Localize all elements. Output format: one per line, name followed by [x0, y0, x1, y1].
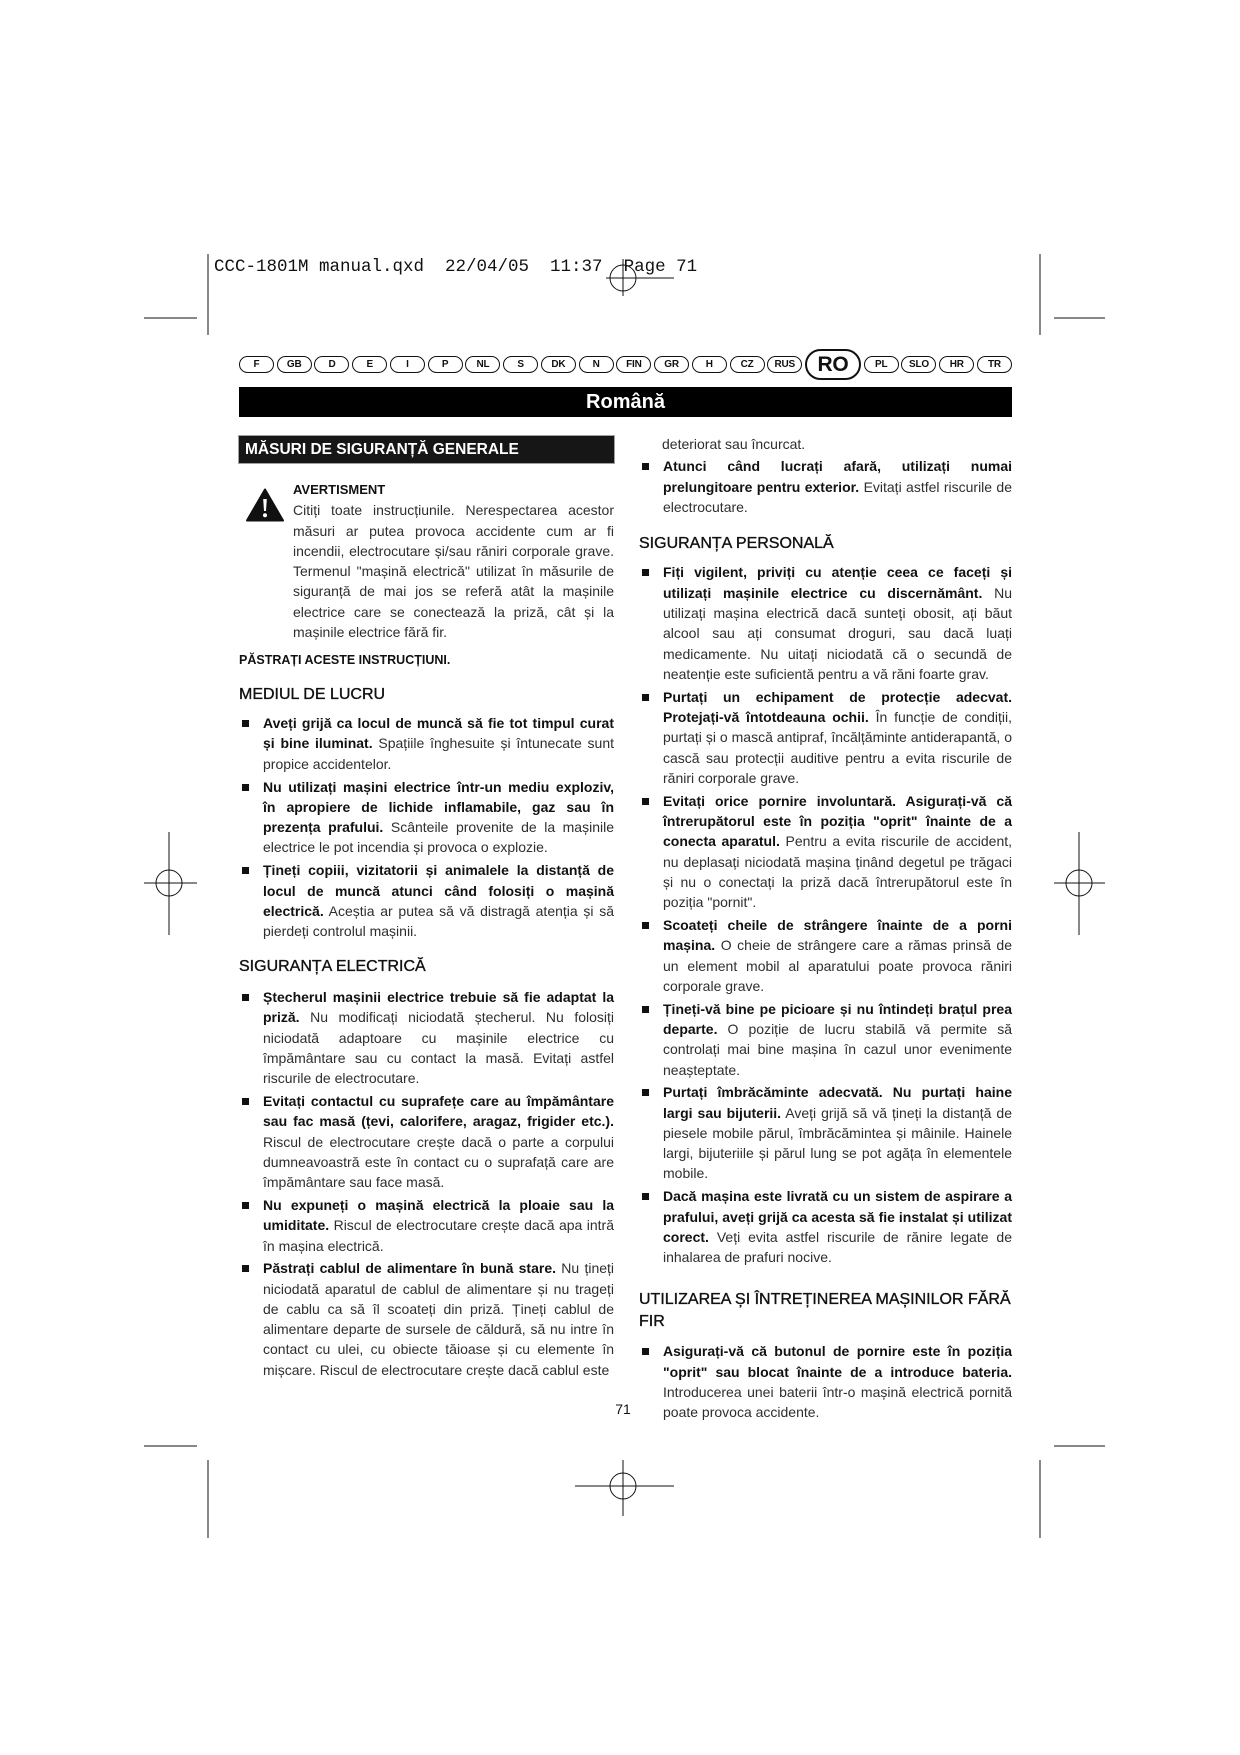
bullet-lead: Nu utilizați mașini electrice într-un mediu exploziv, în apropiere de lichide inflamabile, gaz sau în prezența prafului. [263, 778, 614, 836]
list-item [639, 999, 1012, 1080]
bullet-lead: Asigurați-vă că butonul de pornire este în poziția "oprit" sau blocat înainte de a introduce bateria. [663, 1343, 1012, 1380]
lang-pill-p: P [428, 356, 463, 373]
list-item [239, 713, 614, 774]
bullet-text: Aceștia ar putea să vă distragă atenția și să pierdeți controlul mașinii. [263, 902, 614, 940]
bullet-lead: Țineți copiii, vizitatorii și animalele la distanță de locul de muncă atunci când folosiți o mașină electrică. [263, 862, 614, 919]
bullet-lead: Scoateți cheile de strângere înainte de a porni mașina. [663, 916, 1012, 954]
lang-pill-i: I [390, 356, 425, 373]
bullet-lead: Evitați contactul cu suprafețe care au împământare sau fac masă (țevi, calorifere, aragaz, frigider etc.). [263, 1092, 614, 1130]
bullet-lead: Fiți vigilent, priviți cu atenție ceea ce faceți și utilizați mașinile electrice cu discernământ. [663, 564, 1012, 601]
list-item [239, 1258, 614, 1380]
bullet-text: O poziție de lucru stabilă vă permite să controlați mai bine mașina în cazul unor evenimente neașteptate. [663, 1020, 1013, 1078]
bullet-text: Scânteile provenite de la mașinile electrice le pot incendia și provoca o explozie. [263, 819, 614, 856]
bullet-text: Riscul de electrocutare crește dacă o parte a corpului dumneavoastră este în contact cu o suprafață care are împământare sau face masă. [263, 1133, 614, 1191]
bullet-lead: Păstrați cablul de alimentare în bună stare. [263, 1260, 557, 1277]
cordless-tools-list [639, 1341, 1012, 1422]
bullet-lead: Nu expuneți o mașină electrică la ploaie sau la umiditate. [263, 1196, 614, 1234]
warning-block [239, 480, 614, 642]
lang-pill-nl: NL [465, 356, 500, 373]
left-column [239, 436, 614, 1380]
bullet-lead: Purtați îmbrăcăminte adecvată. Nu purtați haine largi sau bijuterii. [663, 1084, 1012, 1121]
lang-pill-gr: GR [654, 356, 689, 373]
lang-pill-pl: PL [864, 356, 899, 373]
warning-triangle-icon [246, 488, 284, 522]
bullet-text: Pentru a evita riscurile de accident, nu deplasați niciodată mașina ținând degetul pe trăgaci și nu o conectați la priză dacă întrerupătorul este în poziția "pornit". [663, 833, 1013, 911]
list-item [239, 987, 614, 1088]
bullet-lead: Aveți grijă ca locul de muncă să fie tot timpul curat și bine iluminat. [263, 715, 614, 752]
lang-pill-hr: HR [939, 356, 974, 373]
lang-pill-slo: SLO [901, 356, 936, 373]
bullet-text: Aveți grijă să vă țineți la distanță de piesele mobile părul, îmbrăcămintea și mâinile. Hainele largi, bijuteriile și părul lung se pot agăța în elementele mobile. [663, 1104, 1013, 1182]
lang-pill-dk: DK [541, 356, 576, 373]
lang-pill-tr: TR [977, 356, 1012, 373]
page-number: 71 [615, 1401, 631, 1417]
list-item [639, 1082, 1012, 1183]
right-column [639, 434, 1012, 1423]
bullet-text: Riscul de electrocutare crește dacă apa intră în mașina electrică. [263, 1217, 614, 1254]
bullet-lead: Atunci când lucrați afară, utilizați numai prelungitoare pentru exterior. [663, 458, 1012, 495]
heading-work-area: MEDIUL DE LUCRU [239, 685, 386, 703]
electrical-safety-list-continued [639, 456, 1012, 517]
heading-electrical-safety: SIGURANȚA ELECTRICĂ [239, 958, 426, 976]
lang-pill-fin: FIN [616, 356, 651, 373]
heading-cordless-tools: UTILIZAREA ȘI ÎNTREȚINEREA MAȘINILOR FĂRĂ FIR [639, 1291, 1011, 1331]
bullet-text: Spațiile înghesuite și întunecate sunt propice accidentelor. [263, 735, 615, 772]
bullet-text: În funcție de condiții, purtați și o mască antipraf, încălțăminte antiderapantă, o cască sau protecții auditive pentru a evita riscurile de răniri corporale grave. [663, 708, 1013, 786]
list-item [639, 1341, 1012, 1422]
lang-pill-n: N [579, 356, 614, 373]
keep-instructions: PĂSTRAȚI ACESTE INSTRUCȚIUNI. [239, 653, 451, 668]
bullet-lead: Evitați orice pornire involuntară. Asigurați-vă că întrerupătorul este în poziția "oprit" înainte de a conecta aparatul. [663, 792, 1012, 850]
bullet-text: Introducerea unei baterii într-o mașină electrică pornită poate provoca accidente. [663, 1384, 1012, 1421]
bullet-lead: Purtați un echipament de protecție adecvat. Protejați-vă întotdeauna ochii. [663, 688, 1012, 725]
bullet-lead: Țineți-vă bine pe picioare și nu întindeți brațul prea departe. [663, 1000, 1012, 1037]
language-banner: Română [239, 387, 1012, 417]
registration-mark-bottom [575, 1460, 674, 1516]
lang-pill-rus: RUS [767, 356, 802, 373]
list-item [239, 1091, 614, 1192]
registration-mark-left [144, 832, 197, 935]
bullet-lead: Dacă mașina este livrată cu un sistem de aspirare a prafului, aveți grijă ca acesta să fie instalat și utilizat corect. [663, 1188, 1012, 1245]
lang-pill-f: F [239, 356, 274, 373]
lang-pill-gb: GB [277, 356, 312, 373]
list-item [639, 562, 1012, 684]
list-item [639, 791, 1012, 913]
continuation-text: deteriorat sau încurcat. [662, 436, 806, 452]
lang-pill-d: D [314, 356, 349, 373]
bullet-text: Nu țineți niciodată aparatul de cablul de alimentare și nu trageți de cablu ca să îl scoateți din priză. Țineți cablul de alimentare departe de sursele de căldură, să nu intre în contact cu ulei, cu obiecte tăioase și cu elemente în mișcare. Riscul de electrocutare crește dacă cablul este [263, 1260, 615, 1378]
list-item [639, 456, 1012, 517]
bullet-text: Evitați astfel riscurile de electrocutare. [663, 478, 1013, 516]
section-title-bar: MĂSURI DE SIGURANȚĂ GENERALE [239, 436, 614, 463]
bullet-text: O cheie de strângere care a rămas prinsă de un element mobil al aparatului poate provoca răniri corporale grave. [663, 937, 1013, 994]
personal-safety-list [639, 562, 1012, 1267]
lang-pill-h: H [692, 356, 727, 373]
work-area-list [239, 713, 614, 941]
lang-pill-ro-active: RO [805, 349, 861, 380]
lang-pill-cz: CZ [730, 356, 765, 373]
bullet-text: Nu utilizați mașina electrică dacă sunteți obosit, ați băut alcool sau ați consumat droguri, sau dacă luați medicamente. Nu uitați niciodată că o secundă de neatenție este suficientă pentru a vă răni foarte grav. [663, 584, 1013, 682]
registration-mark-right [1054, 832, 1105, 935]
list-item [639, 687, 1012, 788]
list-item [239, 860, 614, 941]
warning-text: Citiți toate instrucțiunile. Nerespectarea acestor măsuri ar putea provoca accidente cum ar fi incendii, electrocutare și/sau răniri corporale grave. Termenul "mașină electrică" utilizat în măsurile de siguranță de mai jos se referă atât la mașinile electrice care se conectează la priză, cât și la mașinile electrice fără fir. [293, 502, 614, 641]
list-item [239, 1195, 614, 1256]
bullet-text: Nu modificați niciodată ștecherul. Nu folosiți niciodată adaptoare cu mașinile electrice cu împământare sau cu contact la masă. Evitați astfel riscurile de electrocutare. [263, 1009, 614, 1087]
list-item [239, 777, 614, 858]
bullet-text: Veți evita astfel riscurile de rănire legate de inhalarea de prafuri nocive. [663, 1228, 1012, 1266]
bullet-lead: Ștecherul mașinii electrice trebuie să fie adaptat la priză. [263, 988, 614, 1026]
heading-personal-safety: SIGURANȚA PERSONALĂ [639, 535, 834, 553]
lang-pill-s: S [503, 356, 538, 373]
electrical-safety-list [239, 987, 614, 1380]
language-index [239, 349, 1012, 380]
list-item [639, 915, 1012, 996]
print-slug: CCC-1801M manual.qxd 22/04/05 11:37 Page 71 [214, 257, 698, 277]
lang-pill-e: E [352, 356, 387, 373]
list-item [639, 1186, 1012, 1267]
warning-title: AVERTISMENT [293, 482, 386, 497]
